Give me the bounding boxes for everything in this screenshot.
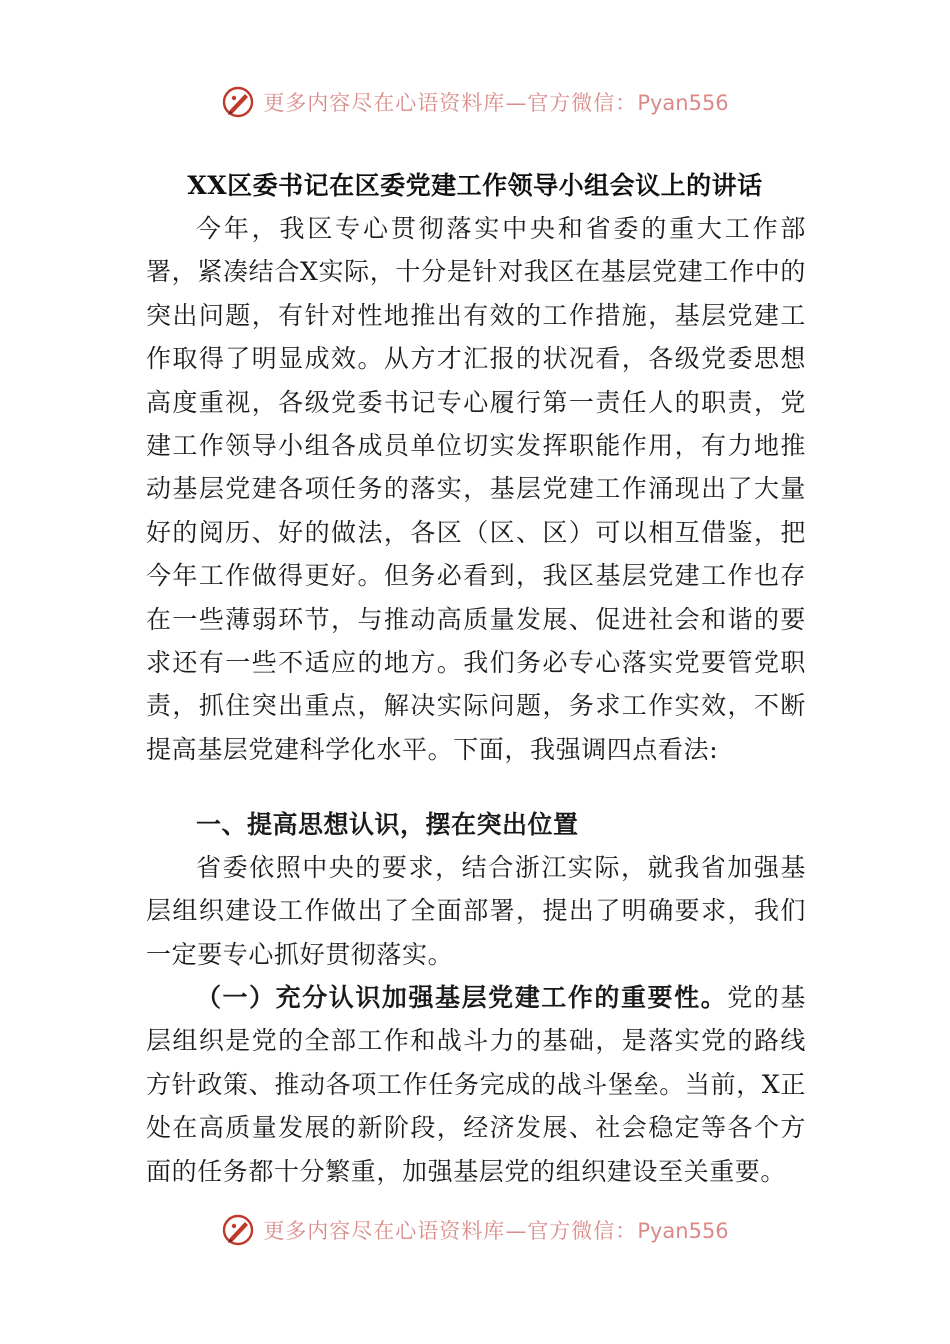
section-heading-one: 一、提高思想认识，摆在突出位置 <box>196 810 579 839</box>
subsection-one-body: 党的基层组织是党的全部工作和战斗力的基础，是落实党的路线方针政策、推动各项工作任务完成的战斗堡垒。当前，X正处在高质量发展的新阶段，经济发展、社会稳定等各个方面的任务都十分繁重，加强基层党的组织建设至关重要。 <box>146 983 806 1186</box>
watermark-text: 更多内容尽在心语资料库—官方微信：Pyan556 <box>263 91 729 115</box>
section-one-paragraph: 省委依照中央的要求，结合浙江实际，就我省加强基层组织建设工作做出了全面部署，提出了明确要求，我们一定要专心抓好贯彻落实。 <box>146 853 806 969</box>
watermark-footer <box>0 1210 950 1250</box>
pen-circle-logo-icon <box>221 1213 255 1247</box>
subsection-one-paragraph <box>146 976 806 1193</box>
document-title: XX区委书记在区委党建工作领导小组会议上的讲话 <box>187 171 763 200</box>
pen-circle-logo-icon <box>221 85 255 119</box>
watermark-header <box>0 82 950 122</box>
watermark-text: 更多内容尽在心语资料库—官方微信：Pyan556 <box>263 1219 729 1243</box>
subsection-one-lead: （一）充分认识加强基层党建工作的重要性。 <box>196 983 728 1012</box>
intro-paragraph: 今年，我区专心贯彻落实中央和省委的重大工作部署，紧凑结合X实际，十分是针对我区在基层党建工作中的突出问题，有针对性地推出有效的工作措施，基层党建工作取得了明显成效。从方才汇报的状况看，各级党委思想高度重视，各级党委书记专心履行第一责任人的职责，党建工作领导小组各成员单位切实发挥职能作用，有力地推动基层党建各项任务的落实，基层党建工作涌现出了大量好的阅历、好的做法，各区（区、区）可以相互借鉴，把今年工作做得更好。但务必看到，我区基层党建工作也存在一些薄弱环节，与推动高质量发展、促进社会和谐的要求还有一些不适应的地方。我们务必专心落实党要管党职责，抓住突出重点，解决实际问题，务求工作实效，不断提高基层党建科学化水平。下面，我强调四点看法: <box>146 214 806 764</box>
